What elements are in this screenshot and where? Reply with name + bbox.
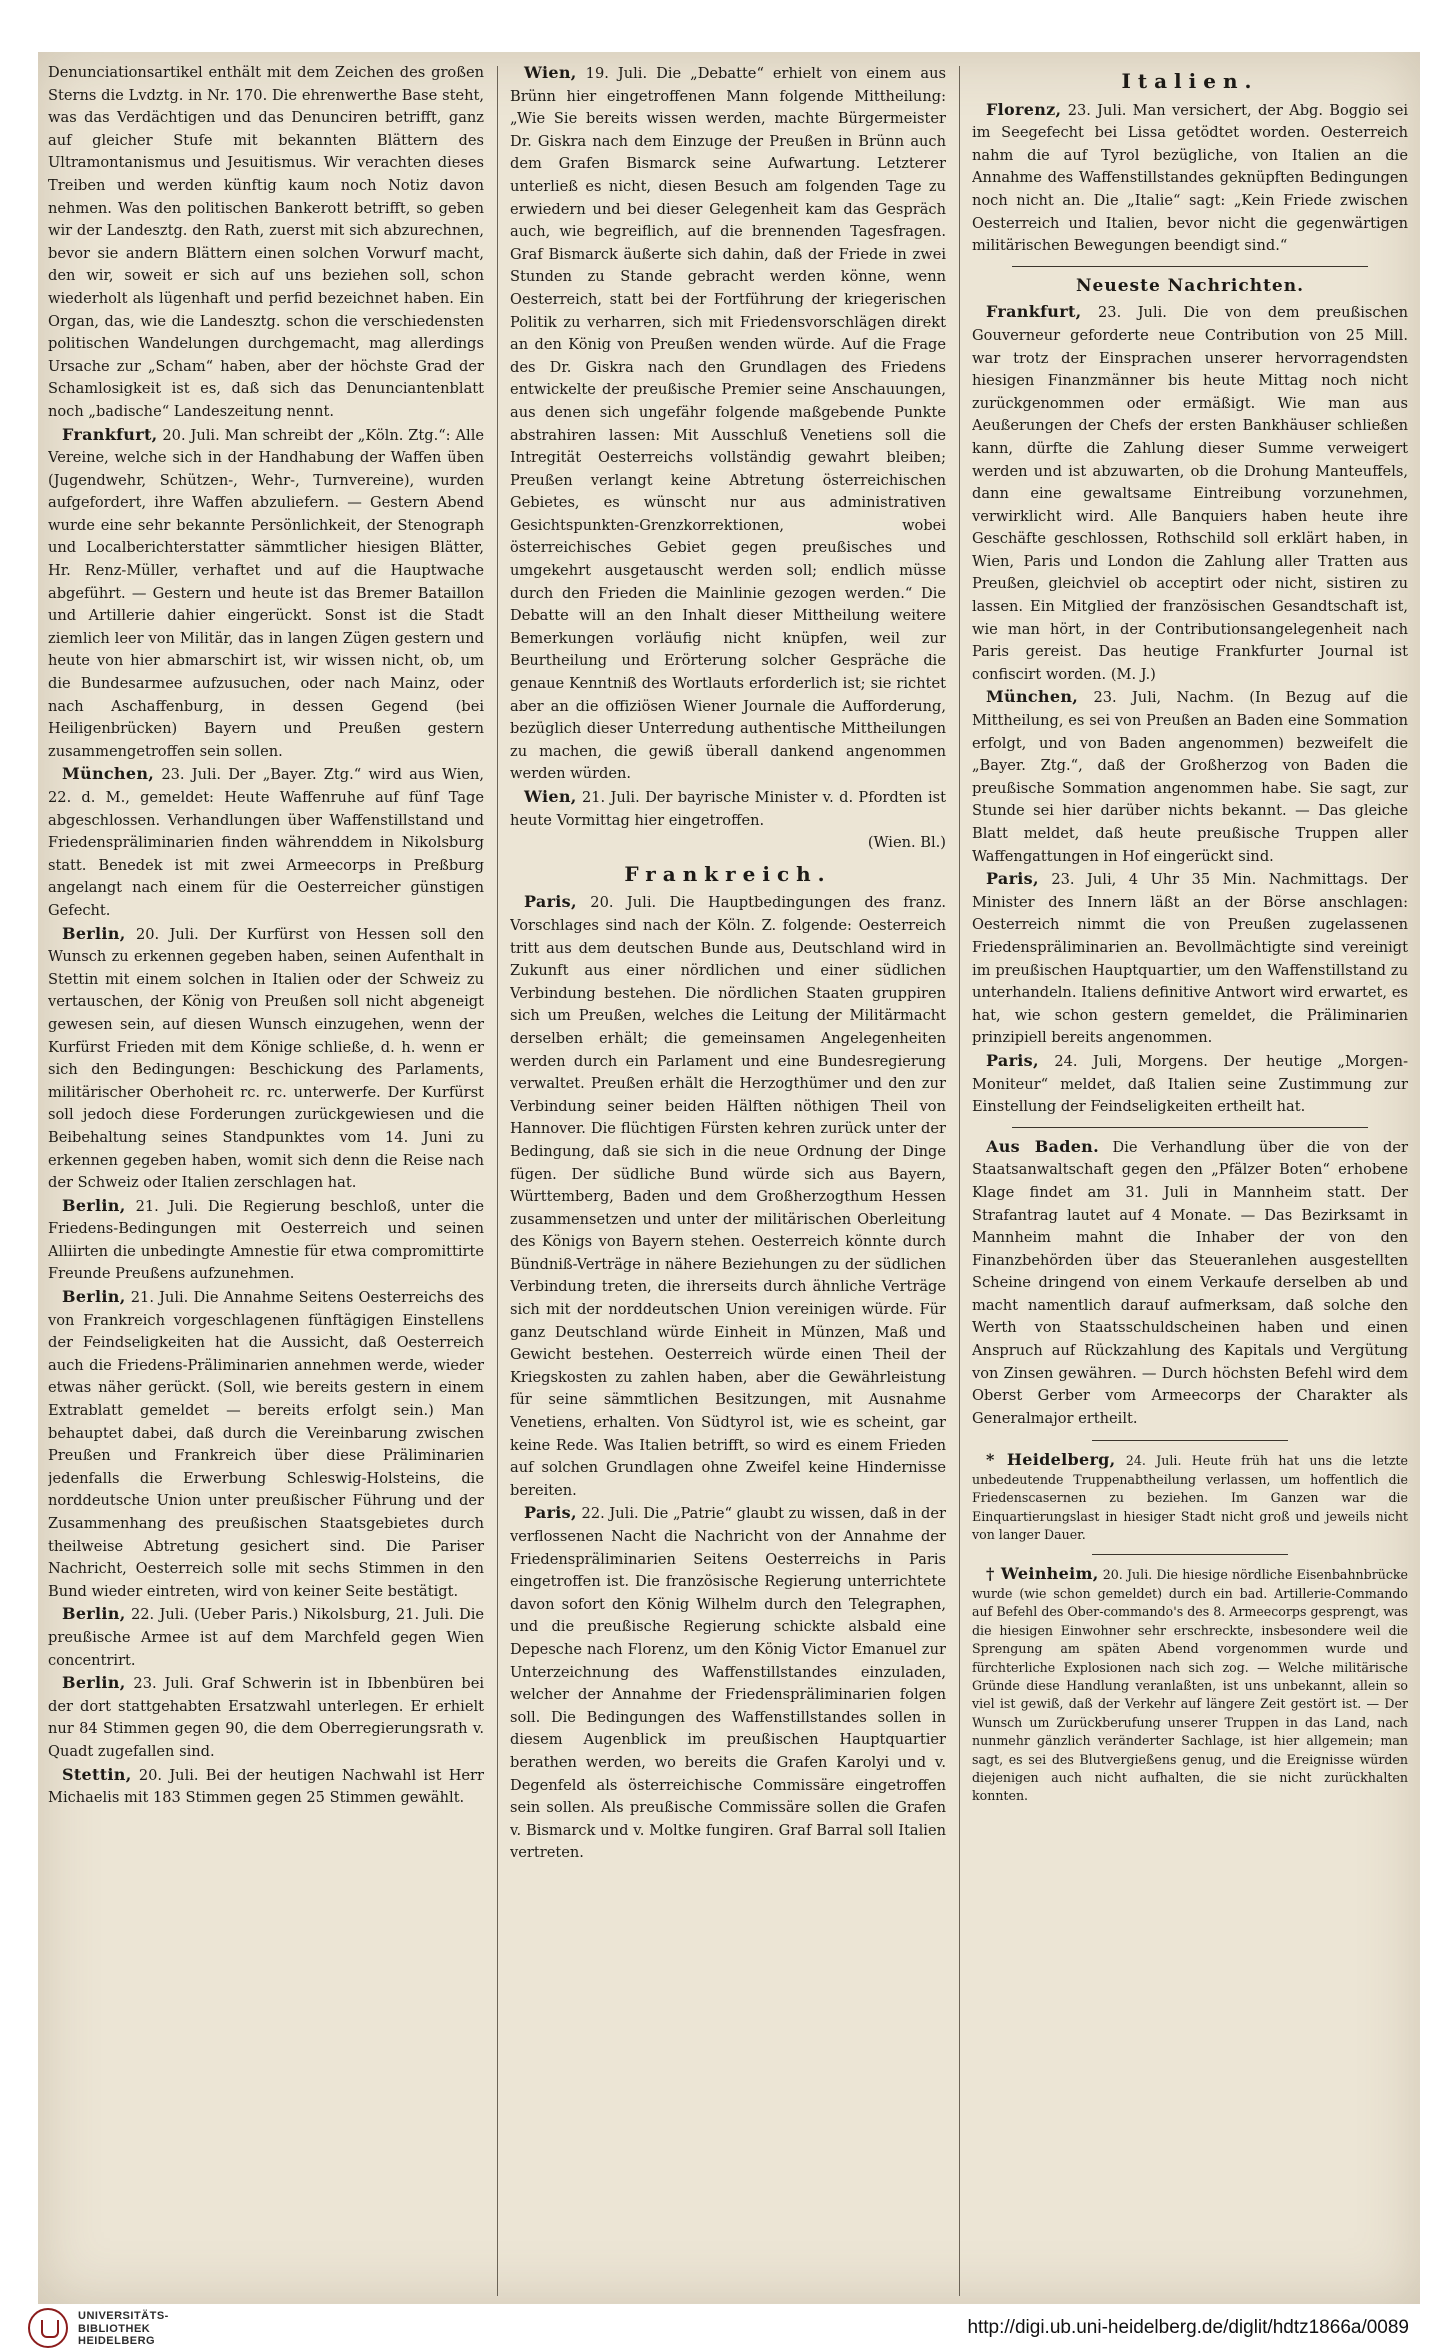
dateline-place: Paris, (524, 1503, 577, 1523)
source-url-link[interactable]: http://digi.ub.uni-heidelberg.de/diglit/hdtz1866a/0089 (967, 2317, 1409, 2338)
footer-bar (0, 2304, 1443, 2350)
dateline-place: Aus Baden. (986, 1136, 1099, 1156)
dateline-place: Berlin, (62, 923, 126, 943)
article-paragraph: Frankfurt, 20. Juli. Man schreibt der „Köln. Ztg.“: Alle Vereine, welche sich in der Handhabung der Waffen üben (Jugendwehr, Schützen-, Wehr-, Turnvereine), wurden aufgefordert, ihre Waffen abzuliefern. — Gestern Abend wurde eine sehr bekannte Persönlichkeit, der Stenograph und Localberichterstatter sämmtlicher hiesigen Blätter, Hr. Renz-Müller, verhaftet und auf die Hauptwache abgeführt. — Gestern und heute ist das Bremer Bataillon und Artillerie dahier eingerückt. Sonst ist die Stadt ziemlich leer von Militär, das in langen Zügen gestern und heute von hier abmarschirt ist, wir wissen nicht, ob, um die Bundesarmee aufzusuchen, oder nach Mainz, oder nach Aschaffenburg, in dessen Gegend (bei Heiligenbrücken) Bayern und Preußen gestern zusammengetroffen sein sollen. (48, 424, 484, 760)
article-paragraph: Paris, 20. Juli. Die Hauptbedingungen des franz. Vorschlages sind nach der Köln. Z. folgende: Oesterreich tritt aus dem deutschen Bunde aus, Deutschland wird in Zukunft aus einer nördlichen und einer südlichen Verbindung bestehen. Die nördlichen Staaten gruppiren sich um Preußen, welches die Leitung der Militärmacht derselben erhält; die gemeinsamen Angelegenheiten werden durch ein Parlament und eine Bundesregierung verwaltet. Preußen erhält die Herzogthümer und den zur Verbindung seiner beiden Hälften nöthigen Theil von Hannover. Die flüchtigen Fürsten kehren zurück unter der Bedingung, daß sie sich in die neue Ordnung der Dinge fügen. Der südliche Bund würde sich aus Bayern, Württemberg, Baden und dem Großherzogthum Hessen zusammensetzen und unter der militärischen Oberleitung des Königs von Bayern stehen. Oesterreich könnte durch Bündniß-Verträge in nähere Beziehungen zu der südlichen Verbindung treten, die ihrerseits durch ähnliche Verträge sich mit der norddeutschen Union vereinigen würde. Für ganz Deutschland würde Einheit in Münzen, Maß und Gewicht bestehen. Oesterreich würde einen Theil der Kriegskosten zu zahlen haben, aber die Gewährleistung für seine sämmtlichen Besitzungen, mit Ausnahme Venetiens, erhalten. Von Südtyrol ist, wie es scheint, gar keine Rede. Was Italien betrifft, so wird es einem Frieden auf solchen Grundlagen ohne Zweifel keine Hindernisse bereiten. (510, 892, 946, 1499)
dateline-place: Frankfurt, (986, 302, 1082, 322)
article-paragraph: Paris, 22. Juli. Die „Patrie“ glaubt zu wissen, daß in der verflossenen Nacht die Nachricht von der Annahme der Friedenspräliminarien Seitens Oesterreichs in Paris eingetroffen ist. Die französische Regierung unterrichtete davon sofort den König Wilhelm durch den Telegraphen, und die preußische Regierung schickte alsbald eine Depesche nach Florenz, um den König Victor Emanuel zur Unterzeichnung des Waffenstillstandes einzuladen, welcher der Annahme der Friedenspräliminarien folgen soll. Die Bedingungen des Waffenstillstandes sollen in diesem Augenblick im preußischen Hauptquartier berathen werden, wo bereits die Grafen Karolyi und v. Degenfeld als österreichische Commissäre eingetroffen sein sollen. Als preußische Commissäre sollen die Grafen v. Bismarck und v. Moltke fungiren. Graf Barral soll Italien vertreten. (510, 1503, 946, 1862)
article-paragraph: Paris, 24. Juli, Morgens. Der heutige „Morgen-Moniteur“ meldet, daß Italien seine Zustimmung zur Einstellung der Feindseligkeiten ertheilt hat. (972, 1050, 1408, 1116)
dateline-place: München, (62, 764, 155, 784)
dateline-place: Berlin, (62, 1673, 126, 1693)
column-rule (497, 66, 498, 2296)
source-citation: (Wien. Bl.) (867, 834, 946, 852)
column-rule (959, 66, 960, 2296)
article-paragraph: Berlin, 21. Juli. Die Annahme Seitens Oesterreichs des von Frankreich vorgeschlagenen fünftägigen Einstellens der Feindseligkeiten hat die Aussicht, daß Oesterreich auch die Friedens-Präliminarien annehmen werde, wieder etwas näher gerückt. (Soll, wie bereits gestern in einem Extrablatt gemeldet — bereits erfolgt sein.) Man behauptet dabei, daß durch die Vereinbarung zwischen Preußen und Frankreich über diese Präliminarien jedenfalls die Erwerbung Schleswig-Holsteins, die norddeutsche Union unter preußischer Führung und der Zusammenhang des preußischen Staatsgebietes durch theilweise Abtretung gesichert sind. Die Pariser Nachricht, Oesterreich solle mit sechs Stimmen in den Bund wieder eintreten, wird von keiner Seite bestätigt. (48, 1287, 484, 1600)
library-logo-text: UNIVERSITÄTS- BIBLIOTHEK HEIDELBERG (78, 2310, 169, 2347)
dateline-place: * Heidelberg, (986, 1450, 1116, 1470)
section-heading: Italien. (1121, 69, 1259, 93)
dateline-place: Paris, (986, 869, 1039, 889)
column-2 (510, 62, 946, 1865)
section-divider (1012, 266, 1368, 267)
dateline-place: Paris, (986, 1050, 1039, 1070)
source-citation: (M. J.) (1110, 665, 1156, 683)
dateline-place: Berlin, (62, 1287, 126, 1307)
column-1 (48, 62, 484, 1810)
article-paragraph: Stettin, 20. Juli. Bei der heutigen Nachwahl ist Herr Michaelis mit 183 Stimmen gegen 25 Stimmen gewählt. (48, 1764, 484, 1807)
dateline-place: † Weinheim, (986, 1564, 1099, 1584)
dateline-place: München, (986, 687, 1079, 707)
dateline-place: Florenz, (986, 99, 1062, 119)
article-paragraph: Frankfurt, 23. Juli. Die von dem preußischen Gouverneur geforderte neue Contribution von 25 Mill. war trotz der Einsprachen unserer hervorragendsten hiesigen Finanzmänner bis heute Mittag noch nicht zurückgenommen oder ermäßigt. Wie man aus Aeußerungen der Chefs der ersten Bankhäuser schließen kann, dürfte die Zahlung dieser Summe verweigert werden und ist abzuwarten, ob die Drohung Manteuffels, dann eine gewaltsame Eintreibung vorzunehmen, verwirklicht wird. Alle Banquiers haben heute ihre Geschäfte geschlossen, Rothschild soll erklärt haben, in Wien, Paris und London die Zahlung aller Tratten aus Preußen, gleichviel ob acceptirt oder nicht, sistiren zu lassen. Ein Mitglied der französischen Gesandtschaft ist, wie man hört, in der Contributionsangelegenheit nach Paris gereist. Das heutige Frankfurter Journal ist confiscirt worden. (M. J.) (972, 302, 1408, 683)
section-divider (1092, 1554, 1288, 1555)
dateline-place: Stettin, (62, 1764, 132, 1784)
dateline-place: Berlin, (62, 1604, 126, 1624)
article-paragraph: München, 23. Juli, Nachm. (In Bezug auf die Mittheilung, es sei von Preußen an Baden eine Sommation erfolgt, und von Baden angenommen) bezweifelt die „Bayer. Ztg.“, daß der Großherzog von Baden die preußische Sommation angenommen habe. Sie sagt, zur Stunde sei hier darüber nichts bekannt. — Das gleiche Blatt meldet, daß heute preußische Truppen aller Waffengattungen in Hof eingerückt sind. (972, 687, 1408, 865)
newspaper-page (38, 52, 1420, 2304)
dateline-place: Berlin, (62, 1195, 126, 1215)
article-paragraph: Denunciationsartikel enthält mit dem Zeichen des großen Sterns die Lvdztg. in Nr. 170. Die ehrenwerthe Base steht, was das Verdächtigen und das Denunciren betrifft, ganz auf gleicher Stufe mit bekannten Blättern des Ultramontanismus und Jesuitismus. Wir verachten dieses Treiben und werden künftig kaum noch Notiz davon nehmen. Was den politischen Bankerott betrifft, so geben wir der Landesztg. den Rath, zuerst mit sich abzurechnen, bevor sie andern Blättern einen solchen Vorwurf macht, den wir, soweit er sich auf uns beziehen soll, schon wiederholt als lügenhaft und perfid bezeichnet haben. Ein Organ, das, wie die Landesztg. schon die verschiedensten politischen Wandelungen durchgemacht, mag allerdings Ursache zur „Scham“ haben, aber der höchste Grad der Schamlosigkeit ist es, daß sich das Denunciantenblatt noch „badische“ Landeszeitung nennt. (48, 64, 484, 420)
dateline-place: Wien, (524, 787, 577, 806)
dateline-place: Frankfurt, (62, 424, 158, 444)
article-paragraph: Berlin, 20. Juli. Der Kurfürst von Hessen soll den Wunsch zu erkennen gegeben haben, seinen Aufenthalt in Stettin mit einem solchen in Italien oder der Schweiz zu vertauschen, der König von Preußen soll nicht abgeneigt gewesen sein, auf diesen Wunsch einzugehen, wenn der Kurfürst Frieden mit dem Könige schließe, d. h. wenn er sich den Bedingungen: Beschickung des Parlaments, militärischer Oberhoheit rc. rc. unterwerfe. Der Kurfürst soll jedoch diese Forderungen zurückgewiesen und die Beibehaltung seines Standpunktes vom 14. Juni zu erkennen gegeben haben, womit sich denn die Reise nach der Schweiz oder Italien zerschlagen hat. (48, 923, 484, 1192)
dateline-place: Paris, (524, 892, 577, 912)
article-paragraph: Paris, 23. Juli, 4 Uhr 35 Min. Nachmittags. Der Minister des Innern läßt an der Börse anschlagen: Oesterreich nimmt die von Preußen zugelassenen Friedenspräliminarien an. Bevollmächtigte sind vereinigt im preußischen Hauptquartier, um den Waffenstillstand zu unterhandeln. Italiens definitive Antwort wird erwartet, es hat, wie schon gestern gemeldet, die Präliminarien prinzipiell bereits angenommen. (972, 869, 1408, 1047)
section-heading: Frankreich. (624, 861, 832, 886)
article-paragraph: Berlin, 23. Juli. Graf Schwerin ist in Ibbenbüren bei der dort stattgehabten Ersatzwahl unterlegen. Er erhielt nur 84 Stimmen gegen 90, die dem Oberregierungsrath v. Quadt zugefallen sind. (48, 1673, 484, 1760)
section-divider (1092, 1440, 1288, 1441)
article-paragraph: Berlin, 22. Juli. (Ueber Paris.) Nikolsburg, 21. Juli. Die preußische Armee ist auf dem Marchfeld gegen Wien concentrirt. (48, 1604, 484, 1669)
article-paragraph: München, 23. Juli. Der „Bayer. Ztg.“ wird aus Wien, 22. d. M., gemeldet: Heute Waffenruhe auf fünf Tage abgeschlossen. Verhandlungen über Waffenstillstand und Friedenspräliminarien finden währenddem in Nikolsburg statt. Benedek ist mit zwei Armeecorps in Preßburg angelangt nach einem für die Oesterreicher günstigen Gefecht. (48, 764, 484, 919)
section-heading: Neueste Nachrichten. (1075, 275, 1305, 296)
article-paragraph: Wien, 21. Juli. Der bayrische Minister v. d. Pfordten ist heute Vormittag hier eingetroffen. (Wien. Bl.) (510, 786, 946, 855)
article-paragraph: Aus Baden. Die Verhandlung über die von der Staatsanwaltschaft gegen den „Pfälzer Boten“ erhobene Klage findet am 31. Juli in Mannheim statt. Der Strafantrag lautet auf 4 Monate. — Das Bezirksamt in Mannheim mahnt die Inhaber der von den Finanzbehörden über das Steueranlehen ausgestellten Scheine dringend von einem Verkaufe derselben ab und macht namentlich darauf aufmerksam, daß solche den Werth von Staatsschuldscheinen haben und einen Anspruch auf Rückzahlung des Kapitals und Vergütung von Zinsen gewähren. — Durch höchsten Befehl wird dem Oberst Gerber vom Armeecorps der Charakter als Generalmajor ertheilt. (972, 1136, 1408, 1427)
library-logo-icon (28, 2308, 68, 2348)
article-paragraph: * Heidelberg, 24. Juli. Heute früh hat uns die letzte unbedeutende Truppenabtheilung verlassen, um hoffentlich die Friedenscasernen zu beziehen. Im Ganzen war die Einquartierungslast in hiesiger Stadt nicht groß und jeweils nicht von langer Dauer. (972, 1450, 1408, 1543)
article-paragraph: Wien, 19. Juli. Die „Debatte“ erhielt von einem aus Brünn hier eingetroffenen Mann folgende Mittheilung: „Wie Sie bereits wissen werden, machte Bürgermeister Dr. Giskra nach dem Einzuge der Preußen in Brünn auch dem Grafen Bismarck seine Aufwartung. Letzterer unterließ es nicht, diesen Besuch am folgenden Tage zu erwiedern und bei dieser Gelegenheit kam das Gespräch auch, wie begreiflich, auf die brennenden Tagesfragen. Graf Bismarck äußerte sich dahin, daß der Friede in zwei Stunden zu Stande gebracht werden könne, wenn Oesterreich, statt bei der Fortführung der kriegerischen Politik zu verharren, sich mit Friedensvorschlägen direkt an den König von Preußen wenden würde. Auf die Frage des Dr. Giskra nach den Grundlagen des Friedens entwickelte der preußische Premier seine Anschauungen, aus denen sich ungefähr folgende maßgebende Punkte abstrahiren lassen: Mit Ausschluß Venetiens soll die Intregität Oesterreichs vollständig gewahrt bleiben; Preußen verlangt keine Abtretung österreichischen Gebietes, es wünscht nur aus administrativen Gesichtspunkten-Grenzkorrektionen, wobei österreichisches Gebiet gegen preußisches und umgekehrt ausgetauscht werden soll; endlich müsse durch den Frieden die Mainlinie gezogen werden.“ Die Debatte will an den Inhalt dieser Mittheilung weitere Bemerkungen vorläufig nicht knüpfen, weil zur Beurtheilung und Erörterung solcher Gespräche die genaue Kenntniß des Wortlauts erforderlich ist; sie richtet aber an die offiziösen Wiener Journale die Aufforderung, bezüglich dieser Unterredung authentische Mittheilungen zu machen, die gewiß überall dankend angenommen werden würden. (510, 63, 946, 783)
column-3 (972, 62, 1408, 1806)
article-paragraph: † Weinheim, 20. Juli. Die hiesige nördliche Eisenbahnbrücke wurde (wie schon gemeldet) durch ein bad. Artillerie-Commando auf Befehl des Ober-commando's des 8. Armeecorps gesprengt, was die hiesigen Einwohner sehr erschreckte, insbesondere weil die Sprengung am späten Abend vorgenommen wurde und fürchterliche Explosionen nach sich zog. — Welche militärische Gründe diese Handlung veranlaßten, ist uns unbekannt, allein so viel ist gewiß, daß der Verkehr auf längere Zeit gestört ist. — Der Wunsch um Zurückberufung unserer Truppen in das Land, nach nunmehr gänzlich veränderter Sachlage, ist hier allgemein; man sagt, es sei des Blutvergießens genug, und die Ereignisse würden diejenigen auch nicht aufhalten, die sie nicht zurückhalten konnten. (972, 1564, 1408, 1804)
dateline-place: Wien, (524, 63, 577, 82)
article-paragraph: Florenz, 23. Juli. Man versichert, der Abg. Boggio sei im Seegefecht bei Lissa getödtet worden. Oesterreich nahm die auf Tyrol bezügliche, von Italien an die Annahme des Waffenstillstandes geknüpften Bedingungen noch nicht an. Die „Italie“ sagt: „Kein Friede zwischen Oesterreich und Italien, bevor nicht die gegenwärtigen militärischen Bewegungen beendigt sind.“ (972, 99, 1408, 255)
article-paragraph: Berlin, 21. Juli. Die Regierung beschloß, unter die Friedens-Bedingungen mit Oesterreich und seinen Alliirten die unbedingte Amnestie für etwa compromittirte Freunde Preußens aufzunehmen. (48, 1195, 484, 1283)
section-divider (1012, 1127, 1368, 1128)
